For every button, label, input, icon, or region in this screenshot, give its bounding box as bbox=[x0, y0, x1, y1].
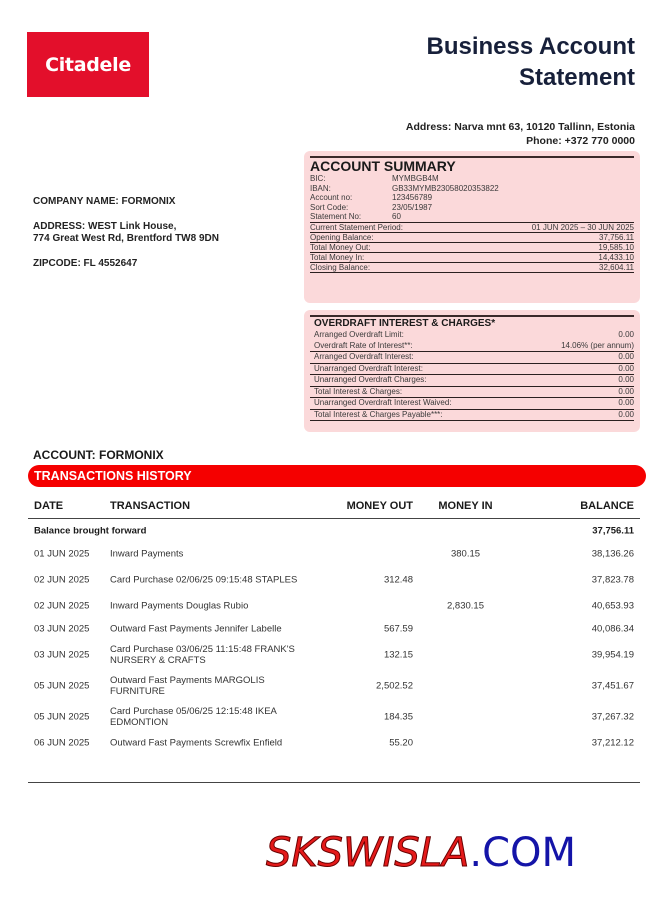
tx-money-in: 380.15 bbox=[450, 548, 481, 560]
table-row bbox=[28, 702, 640, 732]
summary-detail-row bbox=[310, 193, 634, 203]
watermark-part-1: SKSWISLA bbox=[266, 830, 470, 876]
tx-balance: 37,267.32 bbox=[591, 711, 634, 723]
tx-money-in: 2,830.15 bbox=[447, 600, 484, 612]
summary-row bbox=[310, 263, 634, 273]
tx-date: 03 JUN 2025 bbox=[34, 623, 90, 634]
tx-balance: 37,823.78 bbox=[591, 574, 634, 586]
overdraft-row-value: 0.00 bbox=[618, 409, 634, 419]
summary-detail-label: IBAN: bbox=[310, 183, 331, 193]
citadele-logo bbox=[27, 32, 149, 97]
col-header-money-in: MONEY IN bbox=[438, 500, 493, 512]
tx-balance: 40,086.34 bbox=[591, 623, 634, 634]
tx-description: Inward Payments Douglas Rubio bbox=[110, 600, 249, 612]
summary-detail-label: BIC: bbox=[310, 174, 326, 183]
tx-balance: 38,136.26 bbox=[591, 548, 634, 560]
title-line-1: Business Account bbox=[426, 33, 635, 60]
company-info bbox=[33, 196, 219, 283]
overdraft-row-label: Unarranged Overdraft Interest Waived: bbox=[314, 398, 452, 407]
summary-detail-value: 123456789 bbox=[392, 193, 433, 202]
overdraft-row bbox=[310, 330, 634, 341]
tx-money-out: 55.20 bbox=[389, 737, 413, 749]
tx-description: Card Purchase 02/06/25 09:15:48 STAPLES bbox=[110, 574, 298, 586]
summary-row-label: Opening Balance: bbox=[310, 232, 374, 242]
tx-date: 05 JUN 2025 bbox=[34, 680, 90, 692]
overdraft-row-label: Overdraft Rate of Interest**: bbox=[314, 340, 413, 350]
table-row bbox=[28, 565, 640, 595]
transactions-table bbox=[28, 519, 640, 754]
overdraft-row-label: Arranged Overdraft Interest: bbox=[314, 352, 414, 361]
tx-date: 03 JUN 2025 bbox=[34, 649, 90, 661]
account-summary-box bbox=[304, 151, 640, 303]
company-address-line-1: ADDRESS: WEST Link House, bbox=[33, 221, 177, 232]
overdraft-row-label: Unarranged Overdraft Interest: bbox=[314, 363, 423, 373]
table-row bbox=[28, 543, 640, 565]
tx-date: 02 JUN 2025 bbox=[34, 600, 90, 612]
overdraft-row-label: Total Interest & Charges Payable***: bbox=[314, 409, 443, 419]
summary-detail-row bbox=[310, 174, 634, 184]
account-label: ACCOUNT: FORMONIX bbox=[33, 448, 164, 462]
summary-detail-value: MYMBGB4M bbox=[392, 174, 439, 183]
tx-money-out: 132.15 bbox=[383, 649, 413, 661]
summary-detail-row bbox=[310, 203, 634, 213]
company-name: COMPANY NAME: FORMONIX bbox=[33, 196, 176, 207]
overdraft-row bbox=[310, 387, 634, 399]
overdraft-row bbox=[310, 341, 634, 353]
summary-row bbox=[310, 233, 634, 243]
summary-detail-label: Sort Code: bbox=[310, 202, 349, 212]
table-end-divider bbox=[28, 782, 640, 783]
summary-detail-row bbox=[310, 184, 634, 194]
tx-description: Card Purchase 03/06/25 11:15:48 FRANK'S NURSERY & CRAFTS bbox=[110, 644, 295, 666]
summary-row bbox=[310, 243, 634, 253]
summary-detail-value: 23/05/1987 bbox=[392, 202, 433, 212]
summary-detail-label: Account no: bbox=[310, 193, 353, 202]
col-header-date: DATE bbox=[34, 500, 64, 512]
bank-contact bbox=[406, 120, 635, 148]
tx-description: Outward Fast Payments Screwfix Enfield bbox=[110, 737, 283, 749]
summary-detail-label: Statement No: bbox=[310, 212, 362, 221]
overdraft-title: OVERDRAFT INTEREST & CHARGES* bbox=[314, 318, 496, 329]
summary-row-value: 32,604.11 bbox=[599, 262, 634, 272]
bank-phone: Phone: +372 770 0000 bbox=[526, 135, 635, 147]
table-row bbox=[28, 617, 640, 640]
balance-brought-forward-row bbox=[28, 519, 640, 543]
summary-row-value: 37,756.11 bbox=[599, 232, 634, 242]
col-header-balance: BALANCE bbox=[580, 500, 634, 512]
tx-date: 02 JUN 2025 bbox=[34, 574, 90, 586]
table-row bbox=[28, 670, 640, 702]
tx-description: Outward Fast Payments Jennifer Labelle bbox=[110, 623, 282, 634]
overdraft-row-value: 0.00 bbox=[618, 330, 634, 339]
summary-row-label: Total Money In: bbox=[310, 252, 365, 262]
overdraft-row-value: 0.00 bbox=[618, 363, 634, 373]
summary-row bbox=[310, 222, 634, 233]
summary-row bbox=[310, 253, 634, 263]
account-summary-title: ACCOUNT SUMMARY bbox=[310, 158, 456, 174]
tx-description: Card Purchase 05/06/25 12:15:48 IKEA EDMONTION bbox=[110, 706, 277, 728]
summary-row-label: Total Money Out: bbox=[310, 242, 371, 252]
summary-row-value: 14,433.10 bbox=[598, 252, 634, 262]
tx-description: Outward Fast Payments MARGOLIS FURNITURE bbox=[110, 675, 265, 697]
overdraft-row bbox=[310, 410, 634, 422]
company-address-line-2: 774 Great West Rd, Brentford TW8 9DN bbox=[33, 233, 219, 244]
tx-date: 01 JUN 2025 bbox=[34, 548, 90, 560]
overdraft-row bbox=[310, 364, 634, 376]
summary-row-label: Closing Balance: bbox=[310, 262, 371, 272]
overdraft-row-value: 14.06% (per annum) bbox=[561, 340, 634, 350]
transactions-header bbox=[28, 496, 640, 519]
overdraft-row-value: 0.00 bbox=[618, 398, 634, 407]
summary-detail-value: GB33MYMB23058020353822 bbox=[392, 183, 499, 193]
tx-balance: 39,954.19 bbox=[591, 649, 634, 661]
brought-forward-label: Balance brought forward bbox=[34, 525, 147, 537]
overdraft-box bbox=[304, 310, 640, 432]
summary-row-value: 01 JUN 2025 – 30 JUN 2025 bbox=[531, 222, 634, 232]
table-row bbox=[28, 640, 640, 670]
tx-balance: 37,451.67 bbox=[591, 680, 634, 692]
tx-date: 06 JUN 2025 bbox=[34, 737, 90, 749]
overdraft-row-value: 0.00 bbox=[618, 352, 634, 361]
overdraft-row-label: Total Interest & Charges: bbox=[314, 386, 403, 396]
overdraft-row-label: Arranged Overdraft Limit: bbox=[314, 330, 404, 339]
title-line-2: Statement bbox=[518, 64, 635, 91]
summary-detail-row bbox=[310, 212, 634, 222]
page-title bbox=[427, 31, 636, 93]
summary-detail-value: 60 bbox=[392, 212, 401, 221]
tx-money-out: 567.59 bbox=[383, 623, 413, 634]
tx-balance: 37,212.12 bbox=[591, 737, 634, 749]
tx-date: 05 JUN 2025 bbox=[34, 711, 90, 723]
overdraft-row bbox=[310, 375, 634, 387]
tx-description: Inward Payments bbox=[110, 548, 184, 560]
tx-balance: 40,653.93 bbox=[591, 600, 634, 612]
company-zipcode: ZIPCODE: FL 4552647 bbox=[33, 258, 138, 269]
overdraft-row-label: Unarranged Overdraft Charges: bbox=[314, 375, 427, 384]
summary-row-value: 19,585.10 bbox=[598, 242, 634, 252]
col-header-money-out: MONEY OUT bbox=[346, 500, 413, 512]
table-row bbox=[28, 732, 640, 754]
overdraft-row-value: 0.00 bbox=[618, 375, 634, 384]
logo-text: Citadele bbox=[45, 53, 131, 76]
transactions-history-banner: TRANSACTIONS HISTORY bbox=[28, 465, 646, 487]
bank-address: Address: Narva mnt 63, 10120 Tallinn, Estonia bbox=[405, 121, 635, 133]
col-header-transaction: TRANSACTION bbox=[110, 500, 191, 512]
overdraft-row bbox=[310, 352, 634, 364]
tx-money-out: 184.35 bbox=[383, 711, 413, 723]
table-row bbox=[28, 595, 640, 617]
brought-forward-balance: 37,756.11 bbox=[592, 525, 634, 537]
watermark bbox=[266, 830, 576, 876]
watermark-part-2: .COM bbox=[469, 830, 577, 876]
tx-money-out: 2,502.52 bbox=[376, 680, 413, 692]
overdraft-row bbox=[310, 398, 634, 410]
summary-row-label: Current Statement Period: bbox=[310, 222, 403, 232]
tx-money-out: 312.48 bbox=[383, 574, 413, 586]
overdraft-row-value: 0.00 bbox=[618, 386, 634, 396]
